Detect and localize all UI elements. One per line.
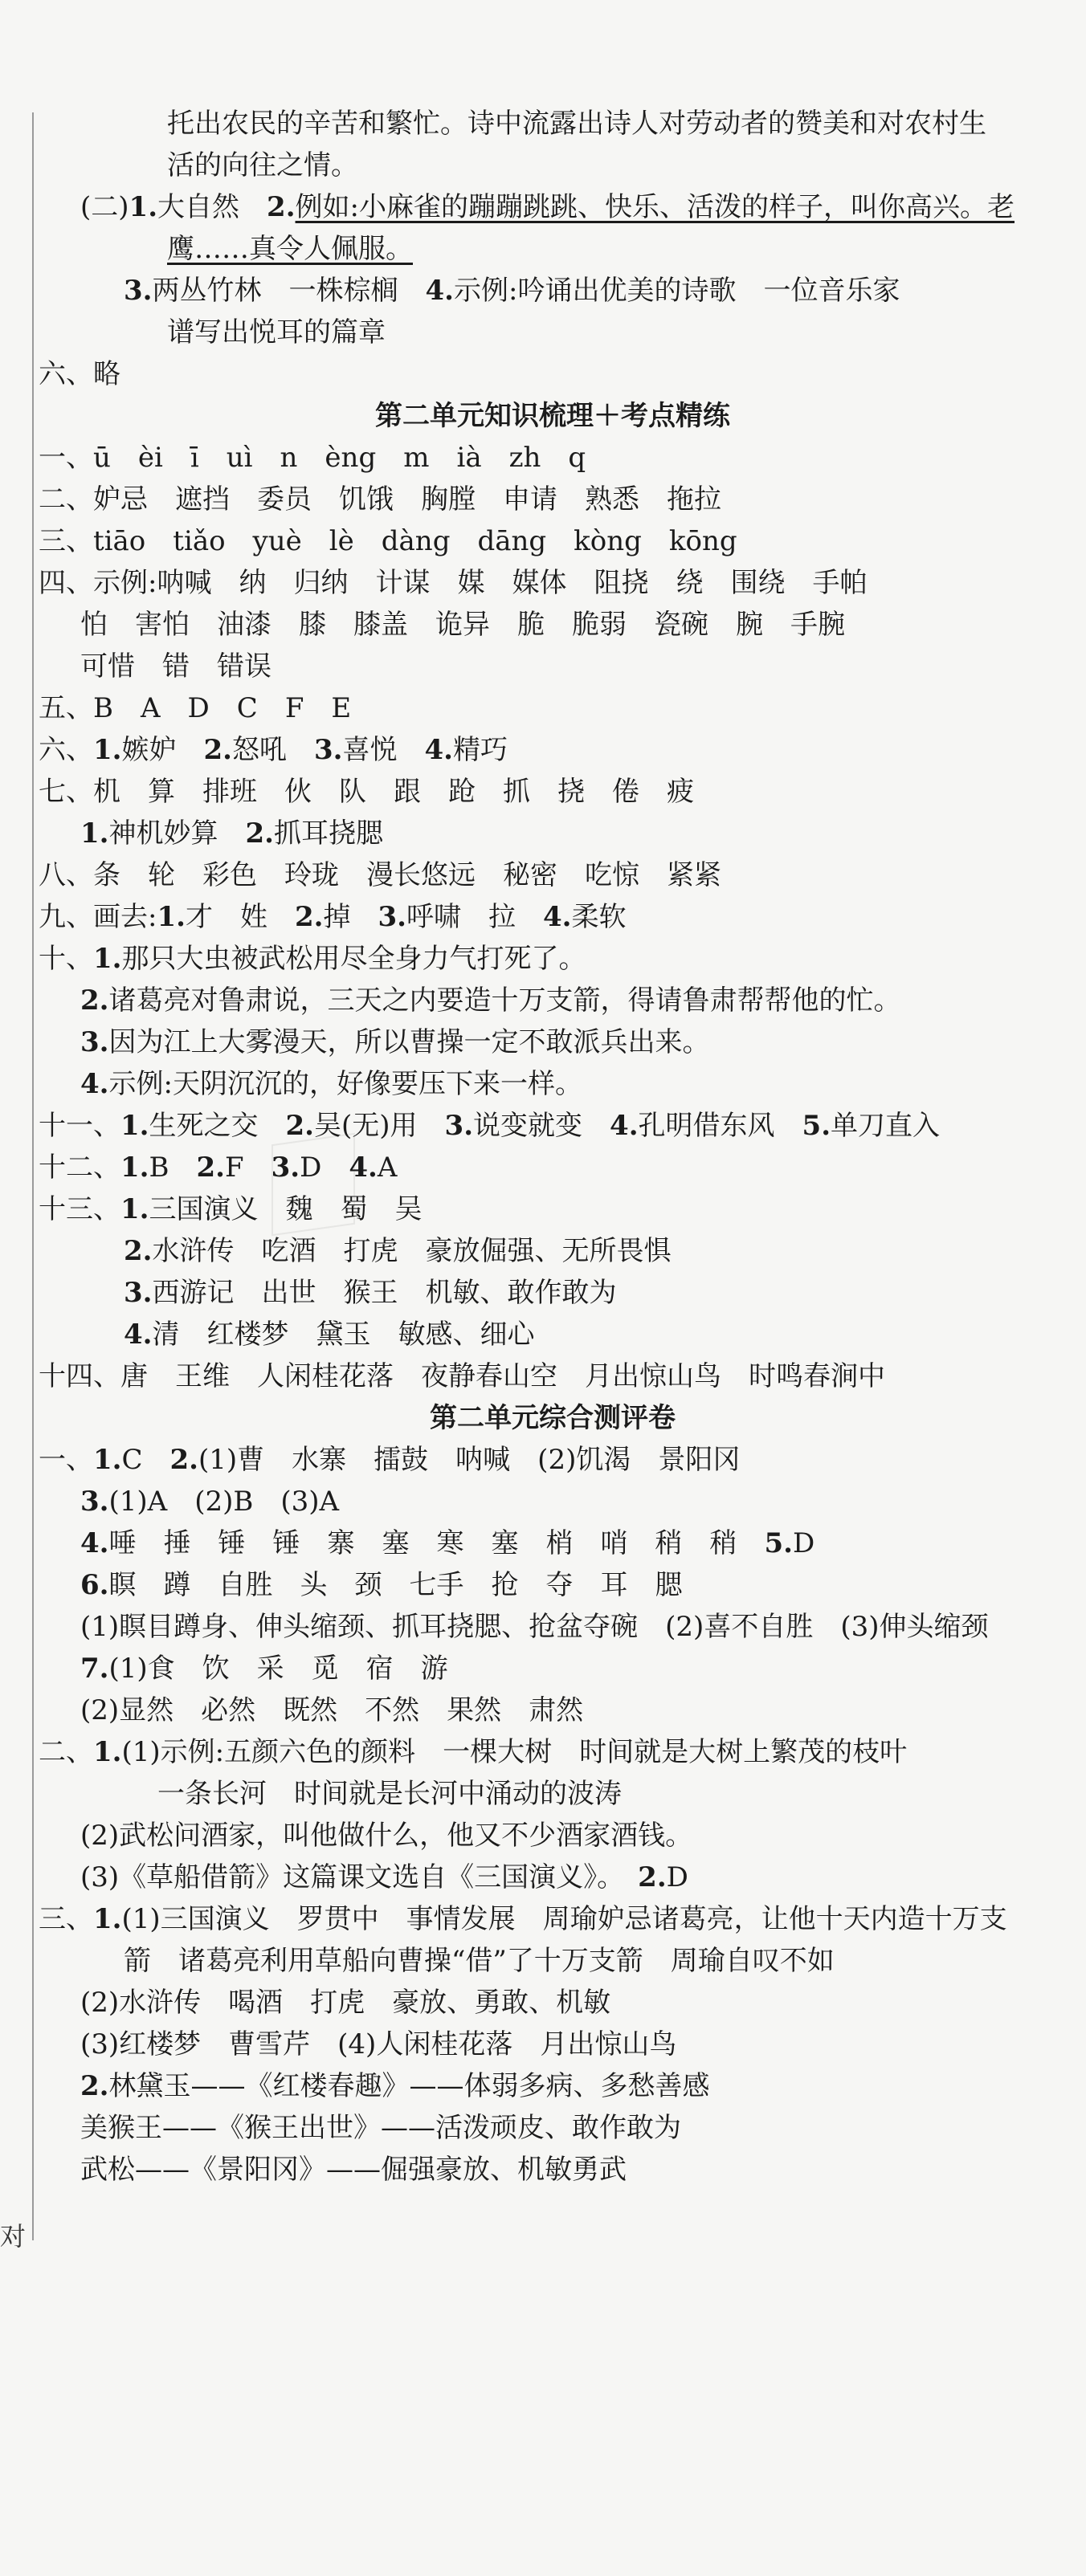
item-number: 2. [124,1235,153,1267]
item-number: 1. [93,1736,122,1768]
answer-text: 大自然 [157,191,267,223]
answer-text: (1)食 饮 采 觅 宿 游 [108,1653,448,1685]
answer-text: 西游记 出世 猴王 机敏、敢作敢为 [152,1277,617,1309]
item-number: 1. [120,1151,149,1184]
answer-text: 十四、唐 王维 人闲桂花落 夜静春山空 月出惊山鸟 时鸣春涧中 [39,1360,885,1392]
item-number: 3. [80,1026,109,1058]
item-number: 3. [378,901,406,933]
answer-line [39,980,1067,1021]
answer-line [39,1564,1067,1606]
answer-line [39,353,1067,395]
edge-fragment: 对 [0,2221,27,2252]
answer-text: 十二、 [39,1151,120,1184]
answer-line [39,1940,1067,1982]
answer-text: 掉 [323,901,378,933]
answer-text: 箭 诸葛亮利用草船向曹操“借”了十万支箭 周瑜自叹不如 [124,1945,835,1977]
section-heading [39,1397,1067,1439]
answer-line [39,103,1067,145]
item-number: 4. [425,275,454,307]
answer-text: 三、 [39,1903,93,1935]
answer-line [39,2107,1067,2149]
item-number: 1. [93,734,122,766]
answer-line [39,1522,1067,1564]
answer-line [39,1857,1067,1898]
answer-line [39,1439,1067,1481]
item-number: 7. [80,1653,109,1685]
answer-text: (2)水浒传 喝酒 打虎 豪放、勇敢、机敏 [80,1987,611,2019]
answer-text: C [121,1444,170,1476]
answer-text: (1)示例:五颜六色的颜料 一棵大树 时间就是大树上繁茂的枝叶 [121,1736,908,1768]
answer-text: 谱写出悦耳的篇章 [167,316,386,348]
item-number: 2. [285,1110,314,1142]
answer-text: 六、略 [39,358,120,390]
answer-text: 示例:天阴沉沉的，好像要压下来一样。 [108,1068,582,1100]
item-number: 1. [93,943,122,975]
answer-text: 两丛竹林 一株棕榈 [152,275,426,307]
item-number: 4. [124,1319,153,1351]
section-heading [39,395,1067,437]
answer-line [39,437,1067,479]
item-number: 4. [610,1110,639,1142]
answer-text: (1)三国演义 罗贯中 事情发展 周瑜妒忌诸葛亮，让他十天内造十万支 [121,1903,1007,1935]
answer-line [39,1188,1067,1230]
answer-line [39,1063,1067,1105]
answer-line [39,1105,1067,1147]
item-number: 1. [93,1903,122,1935]
answer-text: 嫉妒 [121,734,204,766]
answer-line [39,1021,1067,1063]
answer-text: 水浒传 吃酒 打虎 豪放倔强、无所畏惧 [152,1235,672,1267]
answer-line [39,813,1067,854]
answer-text: 生死之交 [149,1110,286,1142]
answer-line [39,312,1067,353]
answer-text: 吴(无)用 [314,1110,445,1142]
item-number: 6. [80,1569,109,1601]
item-number: 4. [424,734,453,766]
answer-text: 诸葛亮对鲁肃说，三天之内要造十万支箭，得请鲁肃帮帮他的忙。 [108,984,901,1017]
item-number: 2. [80,2070,109,2102]
answer-line [39,1230,1067,1272]
answer-text: 武松——《景阳冈》——倔强豪放、机敏勇武 [80,2154,627,2186]
item-number: 1. [157,901,186,933]
answer-text: (1)曹 水寨 擂鼓 呐喊 (2)饥渴 景阳冈 [198,1444,741,1476]
answer-text: 第二单元综合测评卷 [430,1402,676,1434]
answer-text: 十三、 [39,1193,120,1225]
answer-line [39,1147,1067,1188]
answer-text: 一、ū èi ī uì n èng m ià zh q [39,442,586,474]
answer-text: 三、tiāo tiǎo yuè lè dàng dāng kòng kōng [39,525,737,557]
answer-text: 托出农民的辛苦和繁忙。诗中流露出诗人对劳动者的赞美和对农村生 [167,108,986,140]
answer-line [39,562,1067,604]
answer-text: 十、 [39,943,93,975]
answer-line [39,479,1067,520]
answer-line [39,1689,1067,1731]
answer-line [39,1606,1067,1648]
answer-content [39,103,1067,2191]
item-number: 4. [542,901,572,933]
answer-line [39,1272,1067,1314]
item-number: 2. [169,1444,199,1476]
answer-text: 例如:小麻雀的蹦蹦跳跳、快乐、活泼的样子，叫你高兴。老 [295,191,1015,223]
answer-text: 那只大虫被武松用尽全身力气打死了。 [121,943,586,975]
answer-line [39,646,1067,687]
item-number: 4. [80,1068,109,1100]
answer-text: 单刀直入 [831,1110,941,1142]
answer-text: 呼啸 拉 [406,901,543,933]
item-number: 3. [271,1151,300,1184]
answer-text: D [793,1527,815,1559]
item-number: 2. [294,901,324,933]
answer-text: (二) [80,191,129,223]
answer-text: 一条长河 时间就是长河中涌动的波涛 [130,1778,622,1810]
answer-line [39,1314,1067,1355]
answer-text: B [149,1151,197,1184]
answer-text: 二、妒忌 遮挡 委员 饥饿 胸膛 申请 熟悉 拖拉 [39,483,721,516]
item-number: 1. [120,1193,149,1225]
answer-text: 孔明借东风 [638,1110,802,1142]
item-number: 1. [129,191,158,223]
item-number: 5. [764,1527,793,1559]
item-number: 3. [124,1277,153,1309]
answer-line [39,896,1067,938]
answer-text: 七、机 算 排班 伙 队 跟 跄 抓 挠 倦 疲 [39,776,694,808]
answer-text: 神机妙算 [108,817,246,850]
answer-line [39,604,1067,646]
answer-line [39,186,1067,228]
answer-text: 三国演义 魏 蜀 吴 [149,1193,423,1225]
answer-line [39,1731,1067,1773]
answer-text: 六、 [39,734,93,766]
answer-text: 二、 [39,1736,93,1768]
answer-text: 唾 捶 锤 锤 寨 塞 寒 塞 梢 哨 稍 稍 [108,1527,765,1559]
answer-text: 喜悦 [342,734,425,766]
answer-line [39,2065,1067,2107]
answer-text: 示例:吟诵出优美的诗歌 一位音乐家 [454,275,900,307]
answer-text: 怒吼 [232,734,314,766]
answer-line [39,520,1067,562]
item-number: 2. [203,734,232,766]
item-number: 1. [80,817,109,850]
answer-text: 林黛玉——《红楼春趣》——体弱多病、多愁善感 [108,2070,710,2102]
answer-line [39,1773,1067,1815]
answer-line [39,1481,1067,1522]
answer-text: 九、画去: [39,901,157,933]
answer-text: 瞑 蹲 自胜 头 颈 七手 抢 夺 耳 腮 [108,1569,683,1601]
answer-line [39,729,1067,771]
answer-text: 八、条 轮 彩色 玲珑 漫长悠远 秘密 吃惊 紧紧 [39,859,721,891]
item-number: 3. [314,734,343,766]
answer-text: F [225,1151,272,1184]
item-number: 1. [120,1110,149,1142]
answer-line [39,938,1067,980]
answer-line [39,2024,1067,2065]
answer-line [39,145,1067,186]
answer-text: 四、示例:呐喊 纳 归纳 计谋 媒 媒体 阻挠 绕 围绕 手帕 [39,567,868,599]
answer-text: 怕 害怕 油漆 膝 膝盖 诡异 脆 脆弱 瓷碗 腕 手腕 [80,609,845,641]
answer-text: (1)瞑目蹲身、伸头缩颈、抓耳挠腮、抢盆夺碗 (2)喜不自胜 (3)伸头缩颈 [80,1611,989,1643]
item-number: 2. [267,191,296,223]
answer-line [39,687,1067,729]
margin-rule [32,112,34,2240]
answer-text: D [300,1151,349,1184]
item-number: 4. [80,1527,109,1559]
answer-text: 才 姓 [185,901,295,933]
answer-line [39,2149,1067,2191]
item-number: 1. [93,1444,122,1476]
answer-text: (2)显然 必然 既然 不然 果然 肃然 [80,1694,584,1726]
answer-text: 因为江上大雾漫天，所以曹操一定不敢派兵出来。 [108,1026,710,1058]
item-number: 3. [444,1110,474,1142]
answer-text: 第二单元知识梳理＋考点精练 [375,400,730,432]
item-number: 4. [349,1151,378,1184]
item-number: 2. [196,1151,225,1184]
answer-text: 清 红楼梦 黛玉 敏感、细心 [152,1319,535,1351]
answer-text: 一、 [39,1444,93,1476]
answer-text: (2)武松问酒家，叫他做什么，他又不少酒家酒钱。 [80,1820,693,1852]
item-number: 2. [638,1861,667,1893]
answer-text: 精巧 [453,734,508,766]
answer-text: (1)A (2)B (3)A [108,1486,340,1518]
answer-line [39,1982,1067,2024]
answer-text: 五、B A D C F E [39,692,352,724]
answer-text: 柔软 [571,901,627,933]
answer-text: 抓耳挠腮 [274,817,383,850]
item-number: 2. [245,817,274,850]
answer-line [39,1648,1067,1689]
item-number: 3. [80,1486,109,1518]
answer-line [39,854,1067,896]
answer-line [39,1815,1067,1857]
answer-line [39,771,1067,813]
answer-line [39,270,1067,312]
answer-text: 可惜 错 错误 [80,650,272,683]
answer-text: A [377,1151,398,1184]
answer-text: D [666,1861,688,1893]
answer-text: 说变就变 [473,1110,610,1142]
answer-text: 活的向往之情。 [167,149,358,181]
answer-line [39,1355,1067,1397]
answer-line [39,228,1067,270]
answer-text: (3)红楼梦 曹雪芹 (4)人闲桂花落 月出惊山鸟 [80,2028,677,2060]
answer-text: 美猴王——《猴王出世》——活泼顽皮、敢作敢为 [80,2112,681,2144]
item-number: 3. [124,275,153,307]
answer-text: 鹰……真令人佩服。 [167,233,413,265]
item-number: 5. [802,1110,831,1142]
answer-line [39,1898,1067,1940]
answer-text: 十一、 [39,1110,120,1142]
answer-text: (3)《草船借箭》这篇课文选自《三国演义》。 [80,1861,639,1893]
item-number: 2. [80,984,109,1017]
